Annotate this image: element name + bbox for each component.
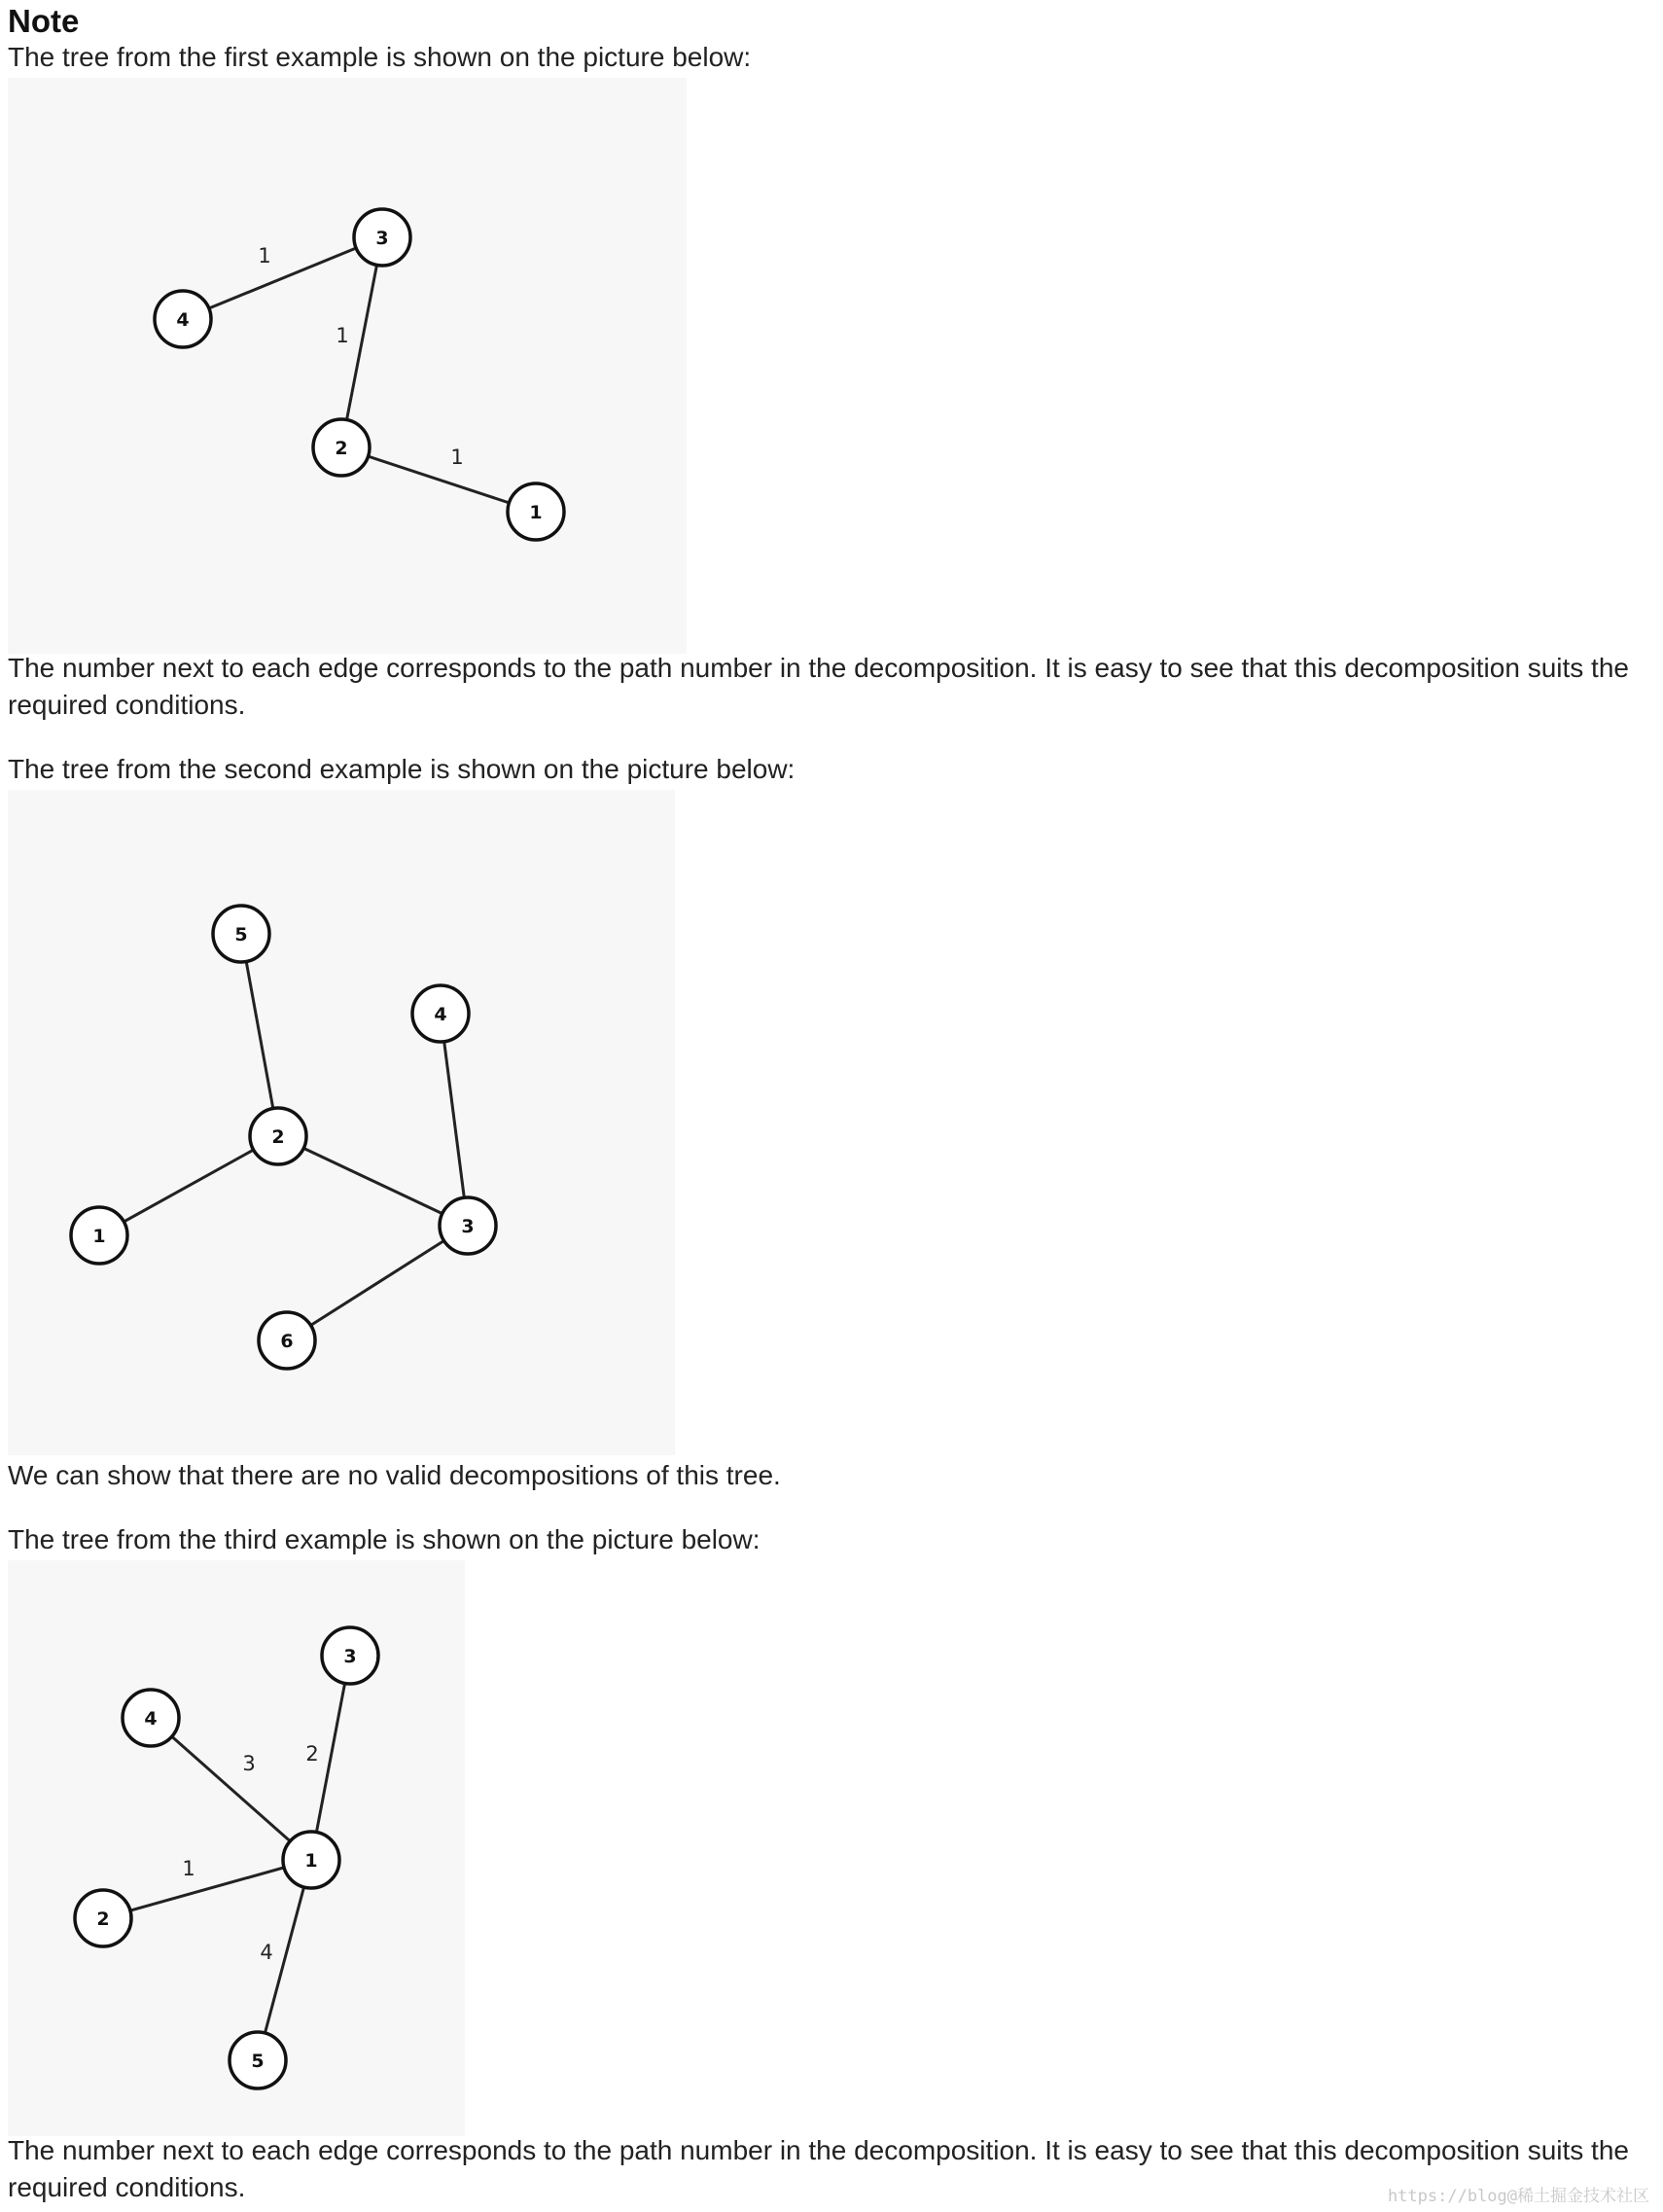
- tree-figure-second-example: [8, 790, 675, 1455]
- tree3-edge-label-1-5: 4: [260, 1941, 273, 1964]
- tree3-node-label-5: 5: [251, 2051, 265, 2072]
- tree3-node-label-1: 1: [304, 1850, 318, 1872]
- tree2-node-2: [250, 1108, 306, 1164]
- tree3-node-1: [283, 1832, 339, 1888]
- tree3-edge-label-3-1: 2: [305, 1742, 319, 1766]
- watermark: https://blog@稀土掘金技术社区: [1387, 2187, 1649, 2206]
- tree2-edge-4-3: [441, 1014, 468, 1226]
- tree3-edge-4-1: [151, 1718, 311, 1860]
- tree3-edge-label-4-1: 3: [242, 1752, 256, 1775]
- tree1-edge-4-3: [183, 237, 382, 319]
- first-example-intro: The tree from the first example is shown on the picture below:: [8, 42, 752, 72]
- tree1-node-4: [155, 291, 211, 347]
- tree2-node-label-4: 4: [434, 1004, 447, 1025]
- tree2-node-6: [259, 1312, 315, 1369]
- first-example-explanation: The number next to each edge corresponds to the path number in the decomposition. It is easy to see that this decomposition suits the required conditions.: [8, 653, 1629, 720]
- tree1-edge-label-2-1: 1: [450, 446, 464, 469]
- tree-figure-third-example: [8, 1560, 465, 2136]
- tree1-node-label-1: 1: [529, 502, 543, 523]
- tree3-node-3: [322, 1627, 378, 1684]
- tree1-node-label-3: 3: [375, 228, 389, 249]
- tree1-edge-label-4-3: 1: [258, 244, 271, 268]
- tree1-node-1: [508, 483, 564, 540]
- tree3-node-5: [230, 2032, 286, 2088]
- tree1-node-3: [354, 209, 410, 266]
- tree1-node-2: [313, 419, 370, 476]
- tree1-node-label-2: 2: [335, 438, 348, 459]
- tree2-node-5: [213, 906, 269, 962]
- tree2-node-1: [71, 1207, 127, 1264]
- tree-figure-first-example: [8, 78, 687, 654]
- third-example-intro: The tree from the third example is shown on the picture below:: [8, 1524, 761, 1554]
- tree3-edge-2-1: [103, 1860, 311, 1918]
- tree2-node-label-1: 1: [92, 1226, 106, 1247]
- tree2-edge-3-6: [287, 1226, 468, 1340]
- note-heading: Note: [8, 3, 80, 39]
- tree2-node-label-6: 6: [280, 1331, 294, 1352]
- tree3-edge-label-2-1: 1: [182, 1857, 195, 1880]
- tree2-node-label-5: 5: [234, 924, 248, 945]
- tree1-edge-label-3-2: 1: [336, 324, 349, 347]
- tree2-node-3: [440, 1197, 496, 1254]
- tree3-node-label-3: 3: [343, 1646, 357, 1667]
- tree2-node-label-3: 3: [461, 1216, 475, 1237]
- tree1-node-label-4: 4: [176, 309, 190, 331]
- third-example-explanation: The number next to each edge corresponds to the path number in the decomposition. It is easy to see that this decomposition suits the required conditions.: [8, 2135, 1629, 2202]
- tree1-edge-2-1: [341, 447, 536, 512]
- tree2-edge-2-3: [278, 1136, 468, 1226]
- tree3-node-4: [123, 1690, 179, 1746]
- tree2-node-label-2: 2: [271, 1126, 285, 1148]
- tree2-edge-5-2: [241, 934, 278, 1136]
- tree2-edge-1-2: [99, 1136, 278, 1235]
- tree3-node-label-2: 2: [96, 1909, 110, 1930]
- tree3-node-2: [75, 1890, 131, 1946]
- second-example-explanation: We can show that there are no valid decompositions of this tree.: [8, 1460, 781, 1490]
- second-example-intro: The tree from the second example is shown on the picture below:: [8, 754, 796, 784]
- tree3-node-label-4: 4: [144, 1708, 158, 1730]
- tree2-node-4: [412, 985, 469, 1042]
